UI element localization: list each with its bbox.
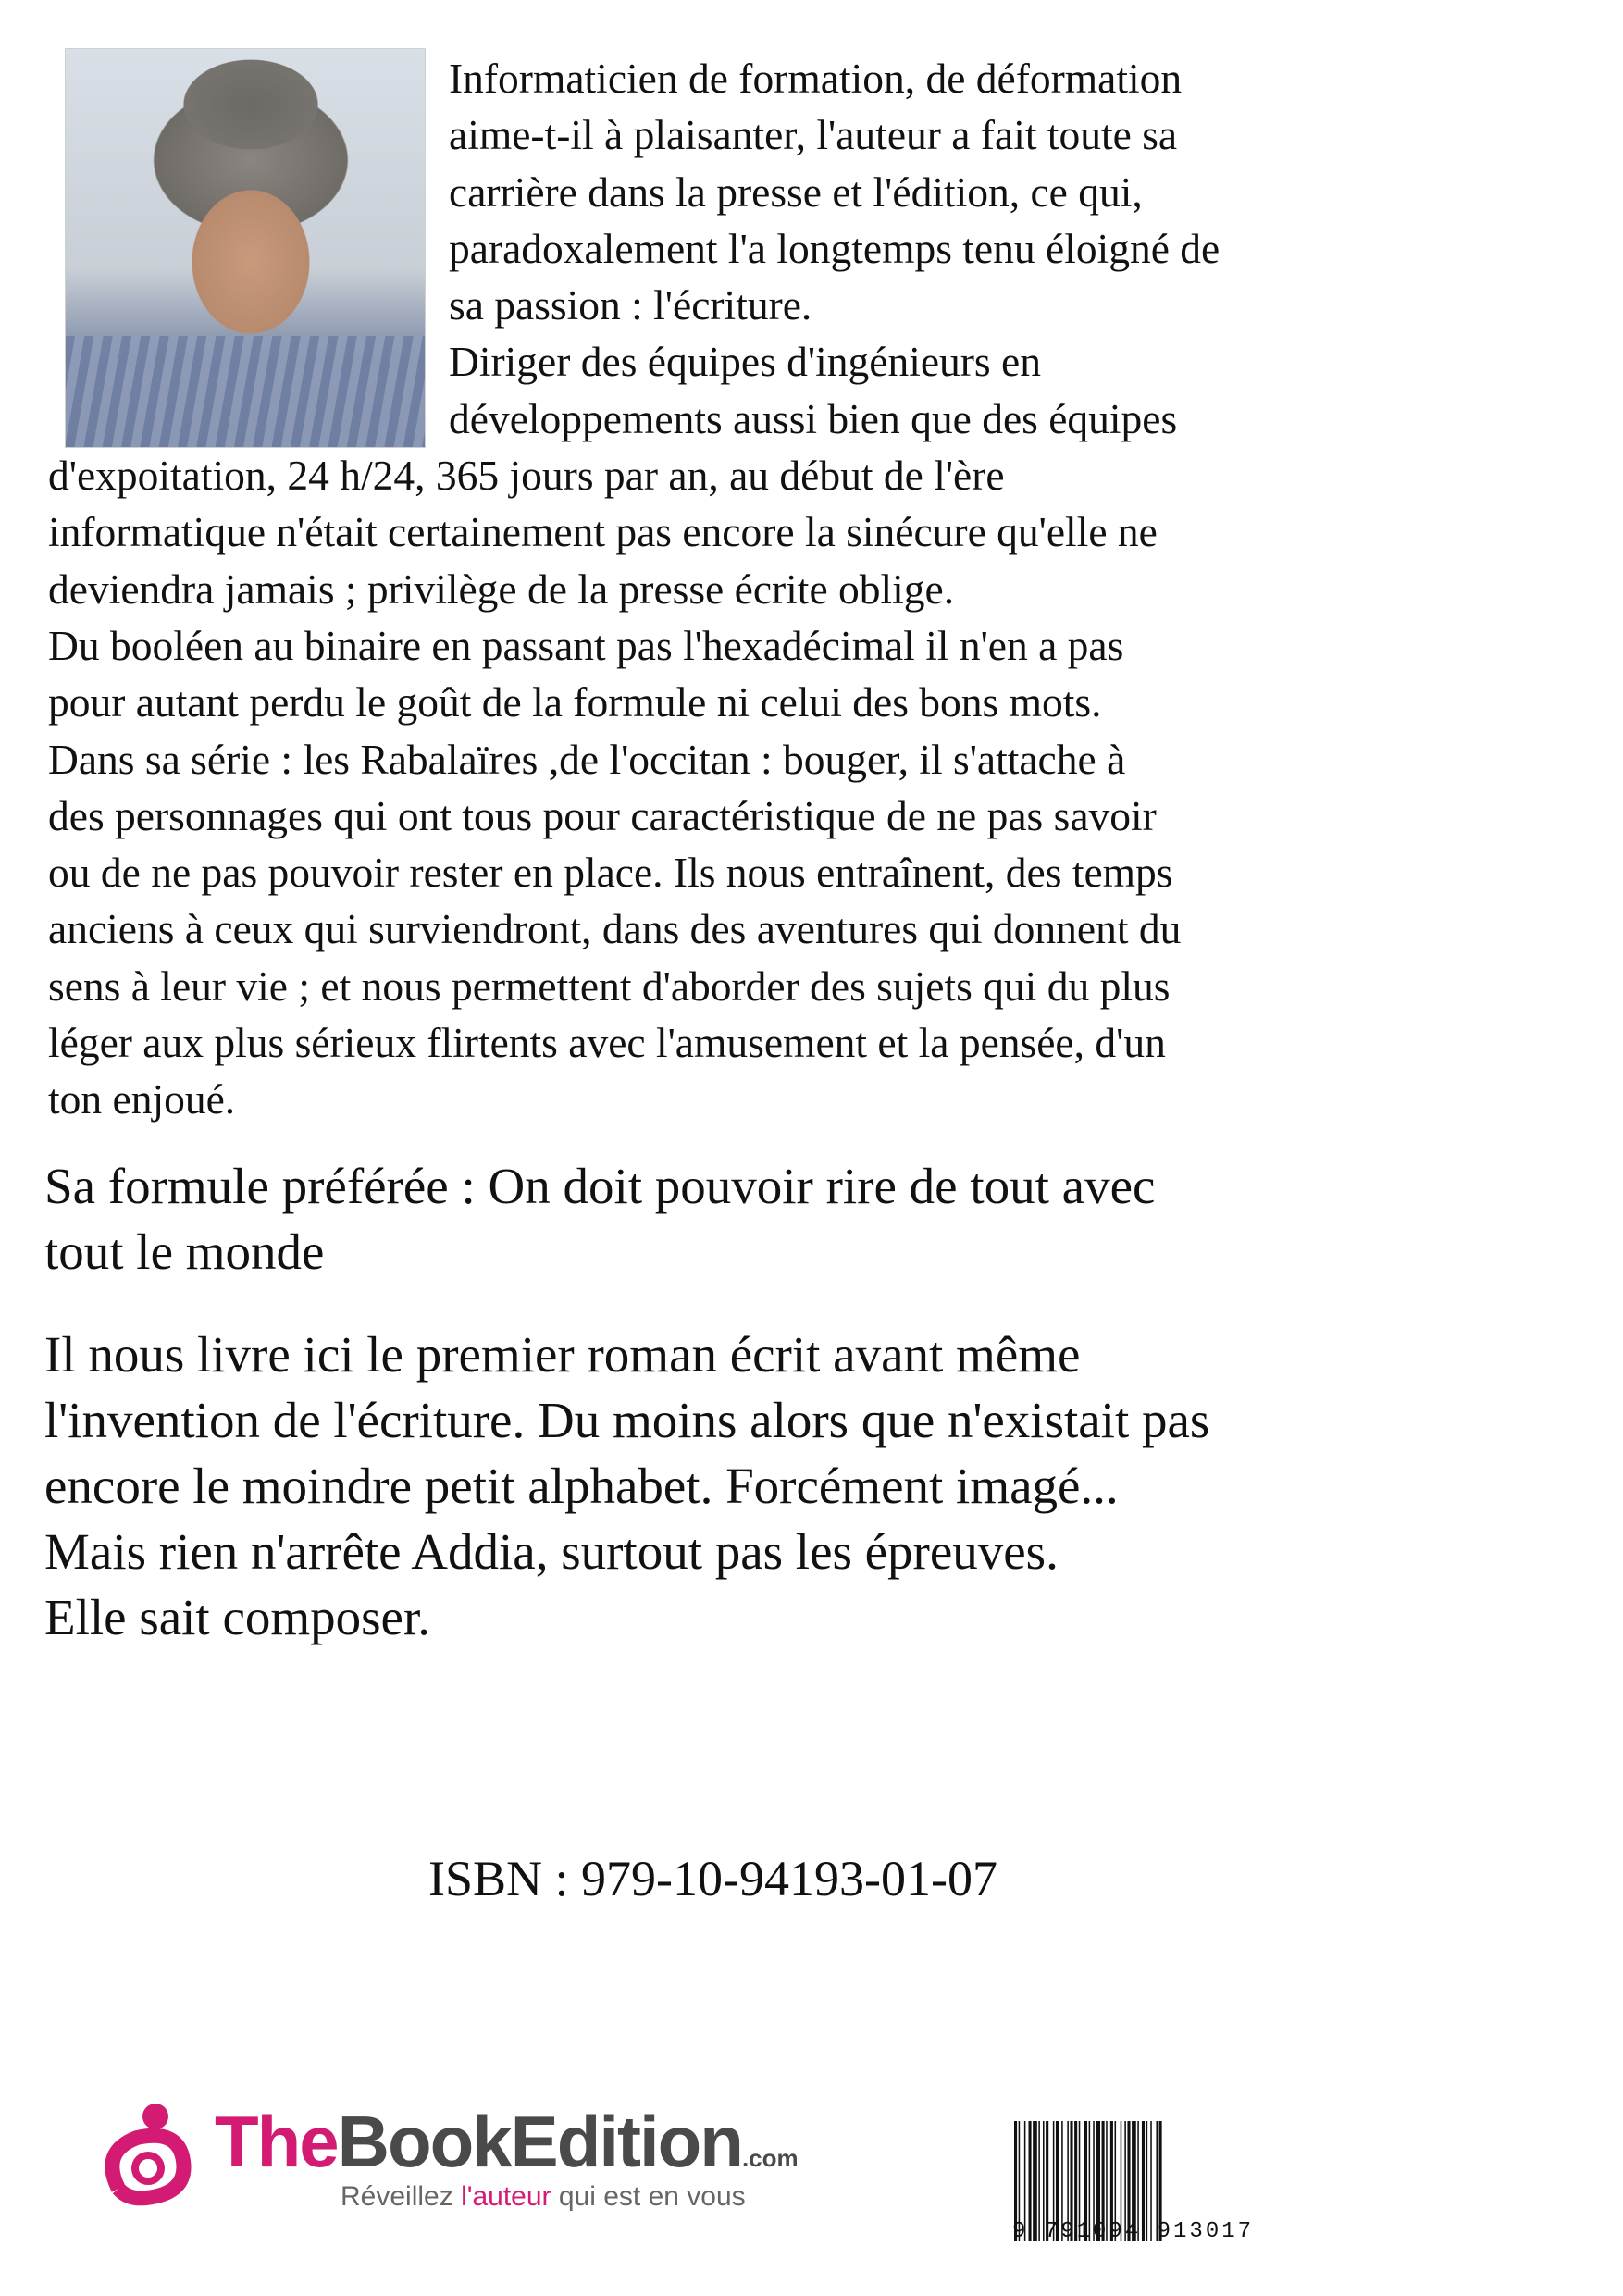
logo-com: .com <box>741 2144 799 2172</box>
bio-body-line: ton enjoué. <box>48 1075 236 1123</box>
bio-body-line: léger aux plus sérieux flirtents avec l'amusement et la pensée, d'un <box>48 1019 1166 1067</box>
bio-intro <box>449 50 1522 447</box>
bio-body-line: pour autant perdu le goût de la formule ni celui des bons mots. <box>48 678 1102 726</box>
publisher-logo-icon <box>91 2096 211 2216</box>
isbn-text: ISBN : 979-10-94193-01-07 <box>428 1851 997 1906</box>
story-line: Il nous livre ici le premier roman écrit avant même <box>44 1326 1081 1383</box>
bio-intro-line: Informaticien de formation, de déformation <box>449 55 1183 102</box>
bio-body-line: d'expoitation, 24 h/24, 365 jours par an, au début de l'ère <box>48 452 1005 500</box>
bio-body-line: Du booléen au binaire en passant pas l'hexadécimal il n'en a pas <box>48 621 1124 669</box>
author-photo <box>65 48 426 448</box>
author-photo-shirt <box>66 336 425 447</box>
quote-line: tout le monde <box>44 1223 325 1280</box>
story-line: Elle sait composer. <box>44 1589 430 1645</box>
bio-body-line: anciens à ceux qui surviendront, dans des aventures qui donnent du <box>48 905 1182 953</box>
quote-line: Sa formule préférée : On doit pouvoir rire de tout avec <box>44 1158 1156 1214</box>
bio-intro-line: développements aussi bien que des équipes <box>449 394 1178 442</box>
bio-body <box>48 447 1390 1128</box>
bio-body-line: deviendra jamais ; privilège de la presse écrite oblige. <box>48 565 955 613</box>
tagline-highlight: l'auteur <box>461 2181 551 2212</box>
bio-intro-line: aime-t-il à plaisanter, l'auteur a fait toute sa <box>449 111 1178 159</box>
bio-body-line: ou de ne pas pouvoir rester en place. Ils nous entraînent, des temps <box>48 849 1173 897</box>
story-line: Mais rien n'arrête Addia, surtout pas les épreuves. <box>44 1523 1059 1580</box>
bio-intro-line: sa passion : l'écriture. <box>449 281 812 329</box>
tagline-pre: Réveillez <box>341 2181 462 2212</box>
tagline-post: qui est en vous <box>551 2181 746 2212</box>
logo-the: The <box>215 2101 338 2182</box>
publisher-tagline <box>341 2181 746 2213</box>
bio-body-line: des personnages qui ont tous pour caractéristique de ne pas savoir <box>48 791 1157 839</box>
barcode-digits: 9 791094 913017 <box>1012 2219 1255 2244</box>
logo-book: BookEdition <box>337 2101 742 2182</box>
bio-body-line: informatique n'était certainement pas encore la sinécure qu'elle ne <box>48 508 1158 556</box>
favorite-quote <box>44 1153 1155 1285</box>
bio-intro-line: paradoxalement l'a longtemps tenu éloigné de <box>449 224 1220 272</box>
bio-intro-line: carrière dans la presse et l'édition, ce qui, <box>449 168 1143 216</box>
book-summary <box>44 1322 1209 1650</box>
story-line: l'invention de l'écriture. Du moins alors que n'existait pas <box>44 1392 1210 1448</box>
story-line: encore le moindre petit alphabet. Forcément imagé... <box>44 1458 1119 1514</box>
publisher-logo <box>91 2096 831 2216</box>
bio-body-line: Dans sa série : les Rabalaïres ,de l'occitan : bouger, il s'attache à <box>48 735 1126 783</box>
bio-intro-line: Diriger des équipes d'ingénieurs en <box>449 338 1041 386</box>
bio-body-line: sens à leur vie ; et nous permettent d'aborder des sujets qui du plus <box>48 962 1171 1010</box>
